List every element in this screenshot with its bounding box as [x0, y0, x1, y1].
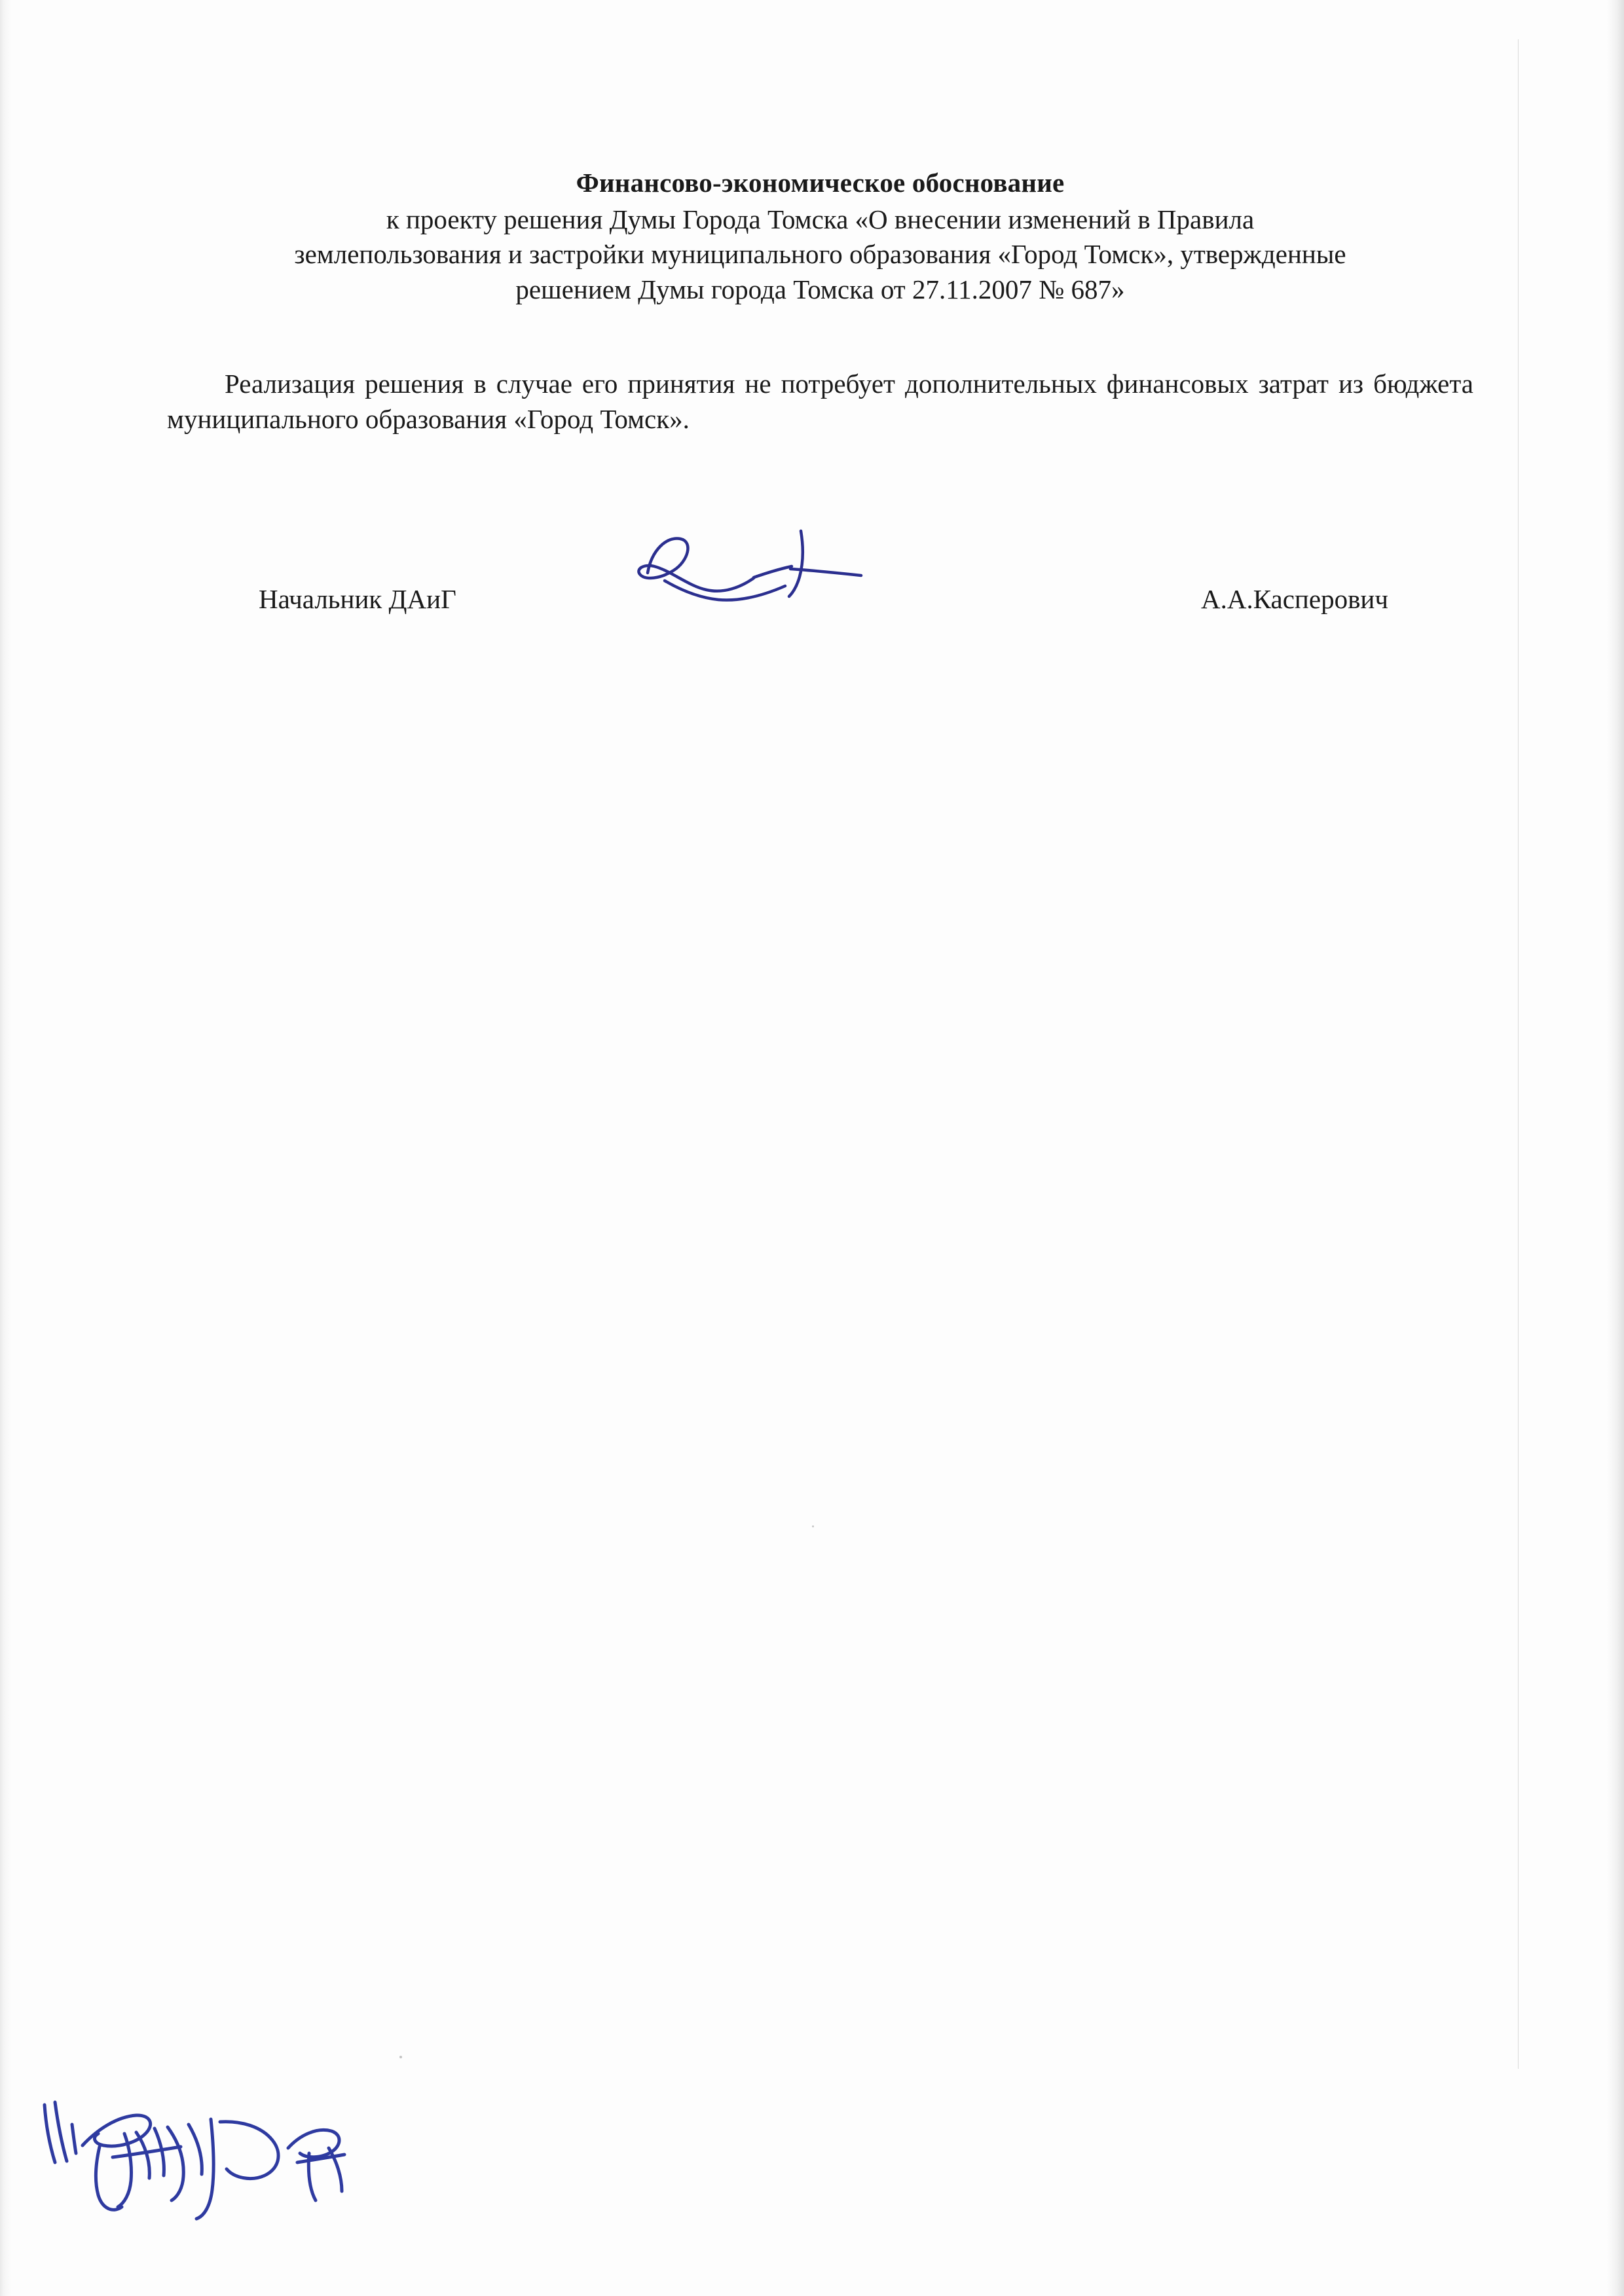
signatory-name: А.А.Касперович — [1201, 583, 1388, 614]
document-subtitle-line-2: землепользования и застройки муниципального образования «Город Томск», утвержденные — [294, 239, 1346, 270]
scan-edge-left — [0, 0, 12, 2296]
scan-fold-line — [1518, 39, 1519, 2069]
signatory-role: Начальник ДАиГ — [259, 583, 456, 614]
document-content — [167, 167, 1473, 650]
scan-speck — [812, 1525, 814, 1527]
body-paragraph: Реализация решения в случае его принятия не потребует дополнительных финансовых затрат из бюджета муниципального образования «Город Томск». — [167, 368, 1473, 435]
handwritten-signature-icon — [625, 513, 953, 637]
document-subtitle-line-1: к проекту решения Думы Города Томска «О внесении изменений в Правила — [386, 204, 1255, 234]
page-title: Финансово-экономическое обоснование — [576, 168, 1065, 198]
document-subtitle-line-3: решением Думы города Томска от 27.11.2007 № 687» — [515, 274, 1125, 304]
bottom-handwritten-stamp-icon — [26, 2085, 504, 2282]
scan-speck — [399, 2056, 402, 2058]
scan-edge-right — [1607, 0, 1624, 2296]
signature-block — [167, 552, 1473, 650]
